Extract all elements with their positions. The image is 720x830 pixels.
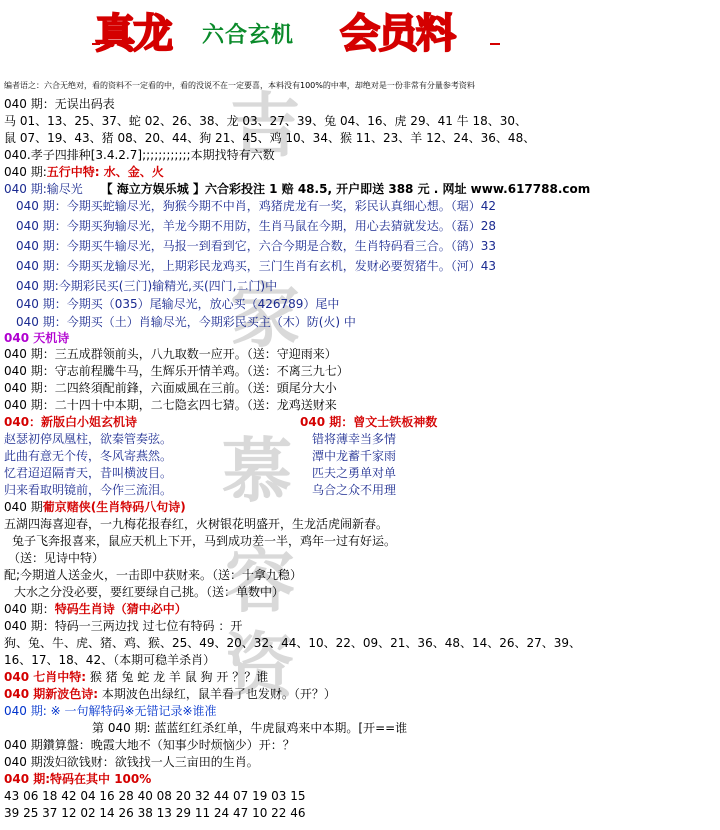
one-line-title: 040 期: ※ 一句解特码※无错记录※谁准 bbox=[4, 704, 217, 718]
lose-all-label: 040 期:输尽光 bbox=[4, 182, 83, 196]
page-header bbox=[0, 0, 720, 76]
watermark-char-4: 容 bbox=[225, 539, 295, 622]
watermark-char-2: 家 bbox=[230, 274, 300, 357]
poem-line-3: 040 期：今期买牛输尽光，马报一到看到它，六合今期是合数，生肖特码看三合。（鹆）33 bbox=[16, 239, 496, 253]
heaven-poem-4: 040 期：二十四十中本期，二七隐玄四七猜。（送：龙鸡送财来 bbox=[4, 398, 337, 412]
one-line-text: 第 040 期: 蓝蓝红红杀红单，牛虎鼠鸡来中本期。[开==谁 bbox=[92, 721, 408, 735]
abacus-line: 040 期鑽算盤：晚霞大地不（知事少时烦恼少）开：？ bbox=[4, 738, 295, 752]
number-row-1: 43 06 18 42 04 16 28 40 08 20 32 44 07 19 03 15 bbox=[4, 789, 306, 803]
special-code-list-1: 狗、兔、牛、虎、猪、鸡、猴、25、49、20、32、44、10、22、09、21、36、48、14、26、27、39、 bbox=[4, 636, 582, 650]
gambler-title: 葡京赌侠(生肖特码八句诗) bbox=[42, 500, 186, 514]
water-line: 大水之分没必要，要红要绿自己挑。（送：单数中） bbox=[14, 585, 285, 599]
watermark-char-1: 吉 bbox=[230, 84, 300, 167]
iron-plate-2: 潭中龙蓄千家雨 bbox=[312, 449, 397, 463]
header-rule-right bbox=[490, 43, 500, 45]
special-code-list-2: 16、17、18、42、（本期可稳羊杀肖） bbox=[4, 653, 216, 667]
heaven-poem-2: 040 期：守志前程騰牛马，生辉乐开情羊鸡。（送：不离三九七） bbox=[4, 364, 349, 378]
five-elements-text: 五行中特: 水、金、火 bbox=[46, 165, 164, 179]
gambler-poem-2: 兔子飞奔报喜来，鼠应天机上下开，马到成功差一半，鸡年一过有好运。 bbox=[12, 534, 397, 548]
header-title-mystery: 六合玄机 bbox=[202, 22, 295, 48]
casino-ad: 【 海立方娱乐城 】六合彩投注 1 赔 48.5, 开户即送 388 元 . 网址 www.617788.com bbox=[100, 182, 591, 196]
number-row-2: 39 25 37 12 02 14 26 38 13 29 11 24 47 10 22 46 bbox=[4, 806, 306, 820]
header-title-member: 会员料 bbox=[340, 11, 454, 57]
wave-color-label: 040 期新波色诗: bbox=[4, 687, 99, 701]
watermark-char-3: 慕 bbox=[222, 429, 292, 512]
element-line: 040 期：今期买（土）肖输尽光，今期彩民买主（木）防(火) 中 bbox=[16, 315, 356, 329]
special-code-title-line bbox=[4, 601, 187, 617]
iron-plate-title: 040 期：曾文士铁板神数 bbox=[300, 415, 438, 429]
seven-zodiac-label: 040 七肖中特: bbox=[4, 670, 87, 684]
heaven-poem-1: 040 期：三五成群领前头，八九取数一应开。（送：守迎雨来） bbox=[4, 347, 337, 361]
period-label: 040 期： bbox=[4, 602, 55, 616]
period-label: 040 期: bbox=[4, 165, 47, 179]
seven-zodiac-line bbox=[4, 669, 268, 685]
special-code-hint: 040 期：特码一三两边找 过七位有特码 ：开 bbox=[4, 619, 243, 633]
taoist-line: 配;今期道人送金火，一击即中获财来。（送：十拿九稳） bbox=[4, 568, 303, 582]
three-doors-line: 040 期:今期彩民买(三门)输精光,买(四门,二门)中 bbox=[16, 279, 278, 293]
gambler-gift: （送：见诗中特） bbox=[8, 551, 105, 565]
header-title-true-dragon: 真龙 bbox=[95, 10, 171, 57]
poem-line-1: 040 期：今期买蛇输尽光，狗猴今期不中肖，鸡猪虎龙有一奖，彩民认真细心想。（琚）42 bbox=[16, 199, 496, 213]
line-four-rows: 040.孝子四排种[3.4.2.7];;;;;;;;;;;;本期找特有六数 bbox=[4, 148, 275, 162]
line-five-elements bbox=[4, 164, 164, 180]
line-table-title: 040 期：无误出码表 bbox=[4, 97, 115, 111]
line-ad bbox=[4, 181, 590, 197]
period-label: 040 期 bbox=[4, 500, 43, 514]
disclaimer: 编者语之：六合无绝对，看的资料不一定看的中，看的没说不在一定要喜，本料没有100%的中率，却绝对是一份非常有分量参考资料 bbox=[4, 81, 475, 90]
special-code-title: 特码生肖诗（猜中必中） bbox=[54, 602, 187, 616]
heaven-poem-title: 040 天机诗 bbox=[4, 331, 70, 345]
white-lady-1: 赵瑟初停凤凰柱，欲秦管奏弦。 bbox=[4, 432, 173, 446]
heaven-poem-3: 040 期：二四終須配前鋒，六面威風在三前。（送：頭尾分大小 bbox=[4, 381, 337, 395]
iron-plate-1: 错将薄幸当多情 bbox=[312, 432, 397, 446]
gambler-title-line bbox=[4, 499, 186, 515]
poem-line-4: 040 期：今期买龙输尽光，上期彩民龙鸡买，三门生肖有玄机，发财必要贺猪牛。（河）43 bbox=[16, 259, 496, 273]
iron-plate-4: 乌合之众不用理 bbox=[312, 483, 397, 497]
line-zodiac-row-1: 马 01、13、25、37、蛇 02、26、38、龙 03、27、39、兔 04、16、虎 29、41 牛 18、30、 bbox=[4, 114, 528, 128]
white-lady-3: 忆君迢迢隔青天，昔叫横波目。 bbox=[4, 466, 173, 480]
gambler-poem-1: 五湖四海喜迎春，一九梅花报春红，火树银花明盛开，生龙活虎闹新春。 bbox=[4, 517, 389, 531]
poem-line-2: 040 期：今期买狗输尽光，羊龙今期不用防，生肖马鼠在今期，用心去猜就发达。（磊）28 bbox=[16, 219, 496, 233]
special-in-title: 040 期:特码在其中 100% bbox=[4, 772, 152, 786]
shrew-line: 040 期泼妇欲钱财：欲钱找一人三亩田的生肖。 bbox=[4, 755, 259, 769]
iron-plate-3: 匹夫之勇单对单 bbox=[312, 466, 397, 480]
white-lady-title: 040：新版白小姐玄机诗 bbox=[4, 415, 138, 429]
white-lady-2: 此曲有意无个传，冬风寄燕然。 bbox=[4, 449, 173, 463]
wave-color-text: 本期波色出绿红，鼠羊看了也发财。（开？） bbox=[101, 687, 336, 701]
line-zodiac-row-2: 鼠 07、19、43、猪 08、20、44、狗 21、45、鸡 10、34、猴 11、23、羊 12、24、36、48、 bbox=[4, 131, 536, 145]
watermark-char-5: 资 bbox=[225, 624, 295, 707]
wave-color-line bbox=[4, 686, 336, 702]
tail-line: 040 期：今期买（035）尾输尽光，放心买（426789）尾中 bbox=[16, 297, 340, 311]
white-lady-4: 归来看取明镜前，今作三流泪。 bbox=[4, 483, 173, 497]
seven-zodiac-values: 猴 猪 兔 蛇 龙 羊 鼠 狗 开 ？？谁 bbox=[89, 670, 269, 684]
